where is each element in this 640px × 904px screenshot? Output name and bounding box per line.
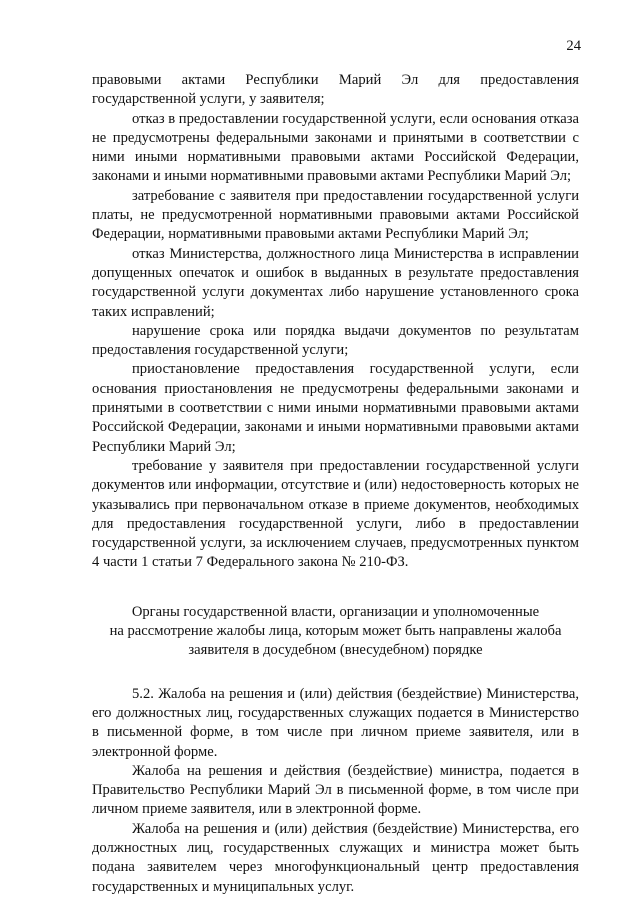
paragraph: отказ Министерства, должностного лица Министерства в исправлении допущенных опечаток и ошибок в выданных в результате предоставления государственной услуги документах либо нарушение установленного срока таких исправлений;	[92, 245, 579, 320]
paragraph: требование у заявителя при предоставлении государственной услуги документов или информации, отсутствие и (или) недостоверность которых не указывались при первоначальном отказе в приеме документов, необходимых для предоставления государственной услуги, либо в предоставлении государственной услуги, за исключением случаев, предусмотренных пунктом 4 части 1 статьи 7 Федерального закона № 210-ФЗ.	[92, 457, 579, 571]
section-heading	[92, 603, 579, 661]
heading-line: на рассмотрение жалобы лица, которым может быть направлены жалоба	[109, 623, 562, 640]
paragraph: Жалоба на решения и (или) действия (бездействие) Министерства, его должностных лиц, государственных служащих и министра может быть подана заявителем через многофункциональный центр предоставления государственных и муниципальных услуг.	[92, 820, 579, 895]
paragraph: нарушение срока или порядка выдачи документов по результатам предоставления государственной услуги;	[92, 322, 579, 359]
paragraph: правовыми актами Республики Марий Эл для предоставления государственной услуги, у заявителя;	[92, 72, 579, 108]
paragraph: 5.2. Жалоба на решения и (или) действия (бездействие) Министерства, его должностных лиц, государственных служащих подается в Министерство в письменной форме, в том числе при личном приеме заявителя, или в электронной форме.	[92, 685, 579, 760]
document-body	[92, 71, 579, 897]
heading-line: заявителя в досудебном (внесудебном) порядке	[188, 642, 483, 659]
paragraph: Жалоба на решения и действия (бездействие) министра, подается в Правительство Республики Марий Эл в письменной форме, в том числе при личном приеме заявителя, или в электронной форме.	[92, 762, 579, 818]
paragraph: приостановление предоставления государственной услуги, если основания приостановления не предусмотрены федеральными законами и принятыми в соответствии с ними иными нормативными правовыми актами Российской Федерации, законами и иными нормативными правовыми актами Республики Марий Эл;	[92, 361, 579, 455]
paragraph: затребование с заявителя при предоставлении государственной услуги платы, не предусмотренной нормативными правовыми актами Российской Федерации, нормативными правовыми актами Республики Марий Эл;	[92, 187, 579, 243]
page-number: 24	[566, 38, 581, 54]
heading-line: Органы государственной власти, организации и уполномоченные	[131, 603, 540, 620]
paragraph: отказ в предоставлении государственной услуги, если основания отказа не предусмотрены федеральными законами и принятыми в соответствии с ними иными нормативными правовыми актами Российской Федерации, законами и иными нормативными правовыми актами Республики Марий Эл;	[92, 110, 579, 185]
